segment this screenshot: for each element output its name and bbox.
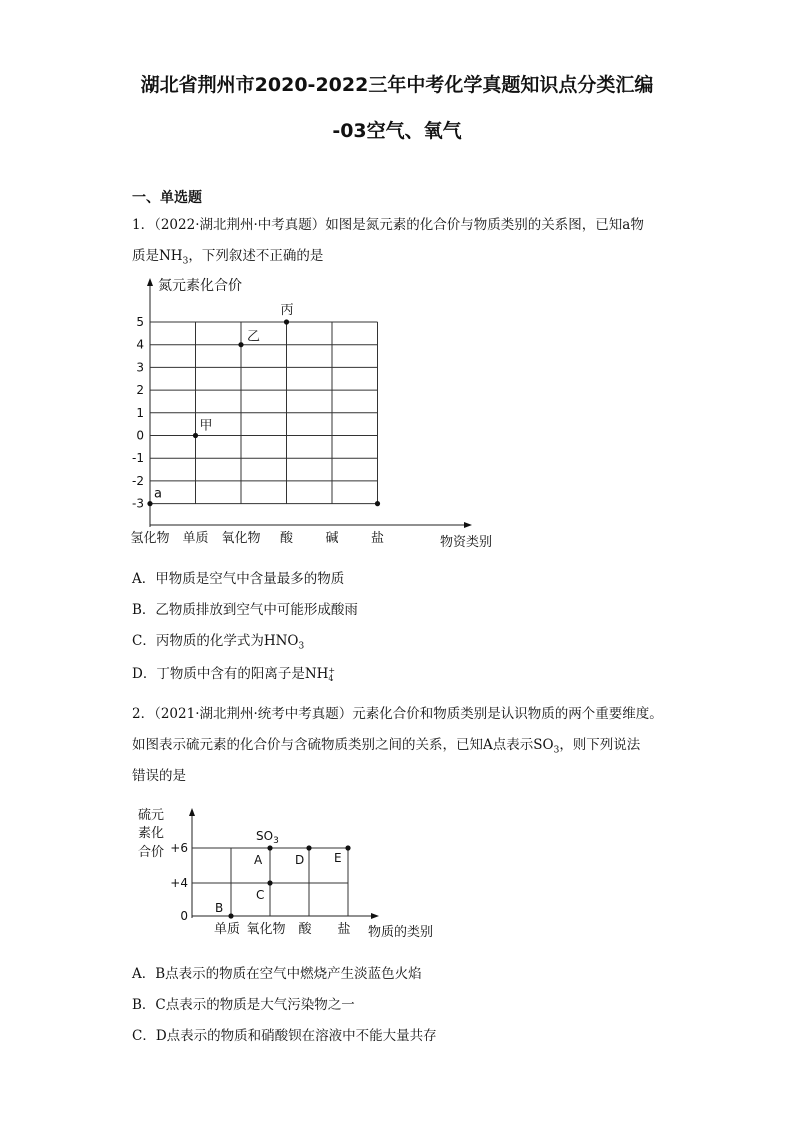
q1-option-b[interactable]: B．乙物质排放到空气中可能形成酸雨 [132,602,358,618]
chart2-y-tick: 0 [180,909,188,923]
nitrogen-valence-chart [130,272,510,554]
chart2-point [267,845,272,850]
chart1-point [193,433,198,438]
chart2-x-tick: 氧化物 [246,922,286,937]
chart1-y-tick: 0 [136,428,144,443]
q2-option-c[interactable]: C．D点表示的物质和硝酸钡在溶液中不能大量共存 [132,1028,437,1044]
sulfur-valence-chart [132,800,452,945]
chart1-y-tick: -1 [132,451,144,466]
chart1-point-label: 丙 [280,303,294,318]
chart2-x-tick: 单质 [213,922,241,937]
chart1-y-tick: -2 [132,473,144,488]
chart2-point-label: D [295,853,305,867]
chart1-y-tick: -3 [132,496,144,511]
q1-option-c[interactable]: C．丙物质的化学式为$HNO_3$ [132,633,305,652]
chart1-y-tick: 5 [136,315,144,329]
chart1-point-label: 乙 [247,329,261,345]
chart1-x-tick: 盐 [370,531,385,546]
chart1-point [284,319,289,324]
chart1-xlabel: 物资类别 [440,535,493,550]
chart2-xlabel: 物质的类别 [368,925,434,940]
chart1-point-label: 甲 [199,418,213,434]
chart1-x-tick: 酸 [279,531,294,546]
chart1-point-label: a [154,486,162,502]
q1-stem-line2: 质是$NH_3$，下列叙述不正确的是 [132,248,324,267]
q1-stem-line1: 1．（2022·湖北荆州·中考真题）如图是氮元素的化合价与物质类别的关系图，已知a物 [132,217,644,233]
q2-stem-line2: 如图表示硫元素的化合价与含硫物质类别之间的关系，已知A点表示$SO_3$，则下列说法 [132,737,641,756]
chart2-point-label: A [254,853,263,867]
chart2-so3-annotation: $SO_3$ [256,829,279,846]
q1-option-d[interactable]: D．丁物质中含有的阳离子是NH + 4 [132,665,336,683]
chart2-point-label: B [215,901,224,915]
section-heading: 一、单选题 [132,190,202,206]
chart1-y-tick: 4 [136,337,144,352]
page-title-line2: -03空气、氧气 [332,120,462,142]
q2-option-a[interactable]: A．B点表示的物质在空气中燃烧产生淡蓝色火焰 [132,966,422,982]
chart2-y-tick: +4 [170,876,188,890]
chart2-point-label: C [256,888,265,902]
chart2-point [228,913,233,918]
chart1-point [147,501,152,506]
q2-stem-line3: 错误的是 [132,768,186,784]
chart1-x-tick: 碱 [325,531,339,546]
chart1-y-tick: 2 [136,383,144,398]
chart2-ylabel-2: 素化 [138,826,165,841]
chart2-point [345,845,350,850]
chart2-point [306,845,311,850]
chart2-ylabel-1: 硫元 [138,808,165,823]
q2-stem-line1: 2．（2021·湖北荆州·统考中考真题）元素化合价和物质类别是认识物质的两个重要维度。 [132,706,663,722]
chart2-point-label: E [334,851,342,865]
chart2-y-tick: +6 [170,841,188,855]
chart2-point [267,880,272,885]
chart2-ylabel-3: 合价 [138,845,165,860]
chart1-point [375,501,380,506]
q1-option-a[interactable]: A．甲物质是空气中含量最多的物质 [132,571,345,587]
chart1-ylabel: 氮元素化合价 [158,278,242,294]
chart1-y-tick: 1 [136,405,144,420]
chart1-x-tick: 氢化物 [130,531,170,546]
chart2-x-tick: 酸 [298,922,312,937]
chart2-x-tick: 盐 [337,922,351,937]
chart1-x-tick: 单质 [182,531,209,546]
page-title-line1: 湖北省荆州市2020-2022三年中考化学真题知识点分类汇编 [140,74,654,96]
q2-option-b[interactable]: B．C点表示的物质是大气污染物之一 [132,997,355,1013]
chart1-point [238,342,243,347]
chart1-y-tick: 3 [136,360,144,375]
chart1-x-tick: 氧化物 [221,531,261,546]
